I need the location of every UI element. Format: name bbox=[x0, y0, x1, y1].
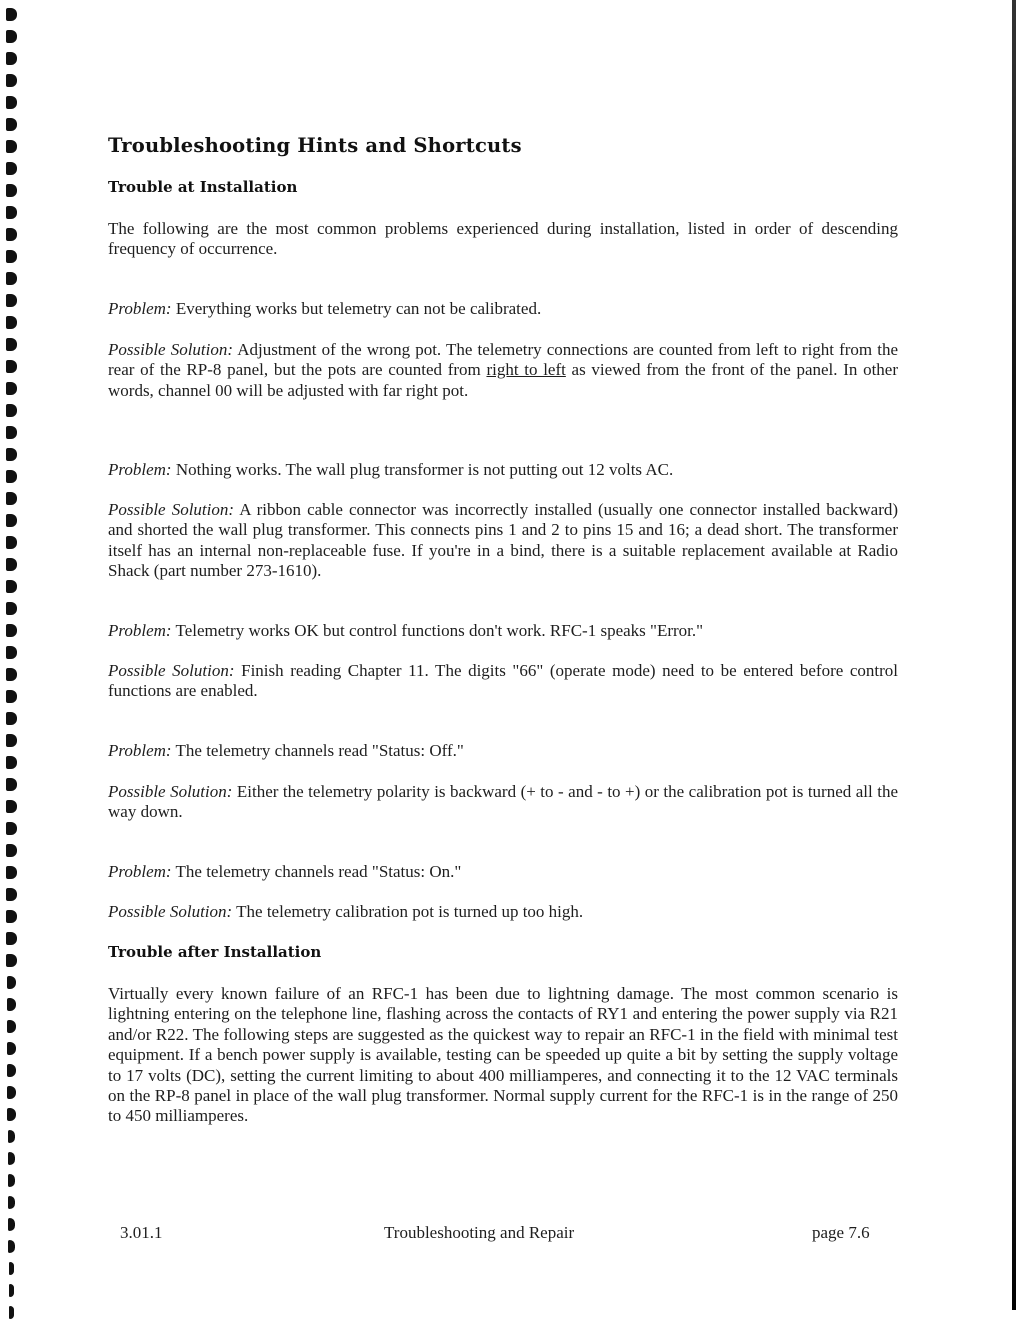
binding-hole bbox=[6, 272, 17, 285]
binding-hole bbox=[6, 382, 17, 395]
binding-hole bbox=[9, 1262, 15, 1275]
binding-hole bbox=[6, 448, 17, 461]
binding-hole bbox=[6, 800, 17, 813]
problem-label: Problem: bbox=[108, 862, 172, 881]
problem-label: Problem: bbox=[108, 299, 172, 318]
solution-1 bbox=[108, 340, 898, 401]
binding-hole bbox=[6, 910, 17, 923]
solution-3 bbox=[108, 661, 898, 702]
binding-hole bbox=[6, 162, 17, 175]
solution-label: Possible Solution: bbox=[108, 500, 235, 519]
binding-hole bbox=[6, 96, 17, 109]
binding-hole bbox=[6, 690, 17, 703]
binding-hole bbox=[6, 734, 17, 747]
binding-hole bbox=[8, 1174, 15, 1187]
binding-hole bbox=[6, 8, 17, 21]
binding-hole bbox=[6, 712, 17, 725]
binding-hole bbox=[7, 1086, 15, 1099]
binding-hole bbox=[7, 1020, 16, 1033]
binding-hole bbox=[6, 74, 17, 87]
binding-hole bbox=[6, 756, 17, 769]
solution-4 bbox=[108, 782, 898, 823]
binding-hole bbox=[7, 976, 17, 989]
problem-text: The telemetry channels read "Status: Off." bbox=[175, 741, 464, 760]
binding-hole bbox=[6, 536, 17, 549]
solution-text: The telemetry calibration pot is turned up too high. bbox=[236, 902, 584, 921]
binding-hole bbox=[6, 316, 17, 329]
binding-hole bbox=[6, 338, 17, 351]
binding-hole bbox=[6, 294, 17, 307]
binding-hole bbox=[6, 140, 17, 153]
binding-hole bbox=[6, 646, 17, 659]
problem-text: The telemetry channels read "Status: On." bbox=[175, 862, 462, 881]
binding-hole bbox=[6, 580, 17, 593]
binding-hole bbox=[6, 778, 17, 791]
solution-label: Possible Solution: bbox=[108, 661, 235, 680]
binding-hole bbox=[6, 206, 17, 219]
solution-label: Possible Solution: bbox=[108, 782, 233, 801]
binding-hole bbox=[8, 1152, 15, 1165]
binding-hole bbox=[6, 558, 17, 571]
binding-hole bbox=[9, 1284, 15, 1297]
binding-hole bbox=[7, 1064, 16, 1077]
problem-text: Telemetry works OK but control functions don't work. RFC-1 speaks "Error." bbox=[175, 621, 704, 640]
solution-text: Finish reading Chapter 11. The digits "66" (operate mode) need to be entered before control functions are enabled. bbox=[108, 661, 899, 701]
binding-hole bbox=[9, 1306, 14, 1319]
binding-hole bbox=[6, 514, 17, 527]
binding-hole bbox=[7, 1042, 16, 1055]
solution-underlined-text: right to left bbox=[486, 360, 566, 380]
binding-hole bbox=[6, 228, 17, 241]
problem-text: Nothing works. The wall plug transformer is not putting out 12 volts AC. bbox=[175, 460, 674, 479]
page-title: Troubleshooting Hints and Shortcuts bbox=[108, 134, 522, 157]
solution-text-b: as viewed from the front of the panel. In other words, channel 00 will be adjusted with far right pot. bbox=[108, 360, 899, 400]
binding-hole bbox=[6, 492, 17, 505]
binding-hole bbox=[7, 1108, 15, 1121]
binding-hole bbox=[6, 404, 17, 417]
section-heading-installation: Trouble at Installation bbox=[108, 178, 298, 196]
binding-hole bbox=[6, 184, 17, 197]
binding-hole bbox=[6, 426, 17, 439]
binding-hole bbox=[6, 954, 16, 967]
section-heading-after: Trouble after Installation bbox=[108, 943, 322, 961]
solution-label: Possible Solution: bbox=[108, 340, 234, 359]
solution-2 bbox=[108, 500, 898, 582]
problem-label: Problem: bbox=[108, 621, 172, 640]
binding-hole bbox=[6, 602, 17, 615]
binding-hole bbox=[6, 250, 17, 263]
binding-hole bbox=[6, 624, 17, 637]
binding-hole bbox=[8, 1240, 14, 1253]
binding-hole bbox=[6, 118, 17, 131]
binding-hole bbox=[8, 1218, 14, 1231]
binding-hole bbox=[6, 932, 17, 945]
solution-5 bbox=[108, 902, 898, 922]
problem-1 bbox=[108, 299, 898, 319]
problem-label: Problem: bbox=[108, 460, 172, 479]
footer-page-number: page 7.6 bbox=[812, 1223, 870, 1242]
problem-label: Problem: bbox=[108, 741, 172, 760]
solution-label: Possible Solution: bbox=[108, 902, 233, 921]
problem-4 bbox=[108, 741, 898, 761]
binding-hole bbox=[7, 998, 17, 1011]
binding-hole bbox=[6, 866, 17, 879]
problem-3 bbox=[108, 621, 898, 641]
page-edge-shadow bbox=[1012, 0, 1016, 1310]
solution-text: Either the telemetry polarity is backward (+ to - and - to +) or the calibration pot is turned all the way down. bbox=[108, 782, 898, 822]
intro-paragraph: The following are the most common problems experienced during installation, listed in order of descending frequency of occurrence. bbox=[108, 219, 898, 259]
binding-hole bbox=[6, 888, 17, 901]
problem-2 bbox=[108, 460, 898, 480]
binding-hole bbox=[6, 668, 17, 681]
binding-hole bbox=[6, 470, 17, 483]
binding-hole bbox=[8, 1130, 16, 1143]
binding-hole bbox=[6, 360, 17, 373]
solution-text-a: Adjustment of the wrong pot. The telemetry connections are counted from left to right from the rear of the RP-8 panel, but the pots are counted from bbox=[108, 340, 899, 380]
problem-5 bbox=[108, 862, 898, 882]
binding-hole bbox=[8, 1196, 15, 1209]
binding-holes bbox=[0, 0, 30, 1329]
problem-text: Everything works but telemetry can not be calibrated. bbox=[175, 299, 542, 318]
footer-chapter-title: Troubleshooting and Repair bbox=[384, 1223, 575, 1242]
after-installation-paragraph: Virtually every known failure of an RFC-1 has been due to lightning damage. The most common scenario is lightning entering on the telephone line, flashing across the contacts of RY1 and entering the power supply via R21 and/or R22. The following steps are suggested as the quickest way to repair an RFC-1 in the field with minimal test equipment. If a bench power supply is available, testing can be speeded up quite a bit by setting the supply voltage to 17 volts (DC), setting the current limiting to about 400 milliamperes, and connecting it to the 12 VAC terminals on the RP-8 panel in place of the wall plug transformer. Normal supply current for the RFC-1 is in the range of 250 to 450 milliamperes. bbox=[108, 984, 898, 1126]
binding-hole bbox=[6, 52, 17, 65]
solution-text: A ribbon cable connector was incorrectly installed (usually one connector installed backward) and shorted the wall plug transformer. This connects pins 1 and 2 to pins 15 and 16; a dead short. The transformer itself has an internal non-replaceable fuse. If you're in a bind, there is a suitable replacement available at Radio Shack (part number 273-1610). bbox=[108, 500, 899, 581]
footer-version: 3.01.1 bbox=[120, 1223, 163, 1242]
binding-hole bbox=[6, 844, 17, 857]
binding-hole bbox=[6, 822, 17, 835]
binding-hole bbox=[6, 30, 17, 43]
